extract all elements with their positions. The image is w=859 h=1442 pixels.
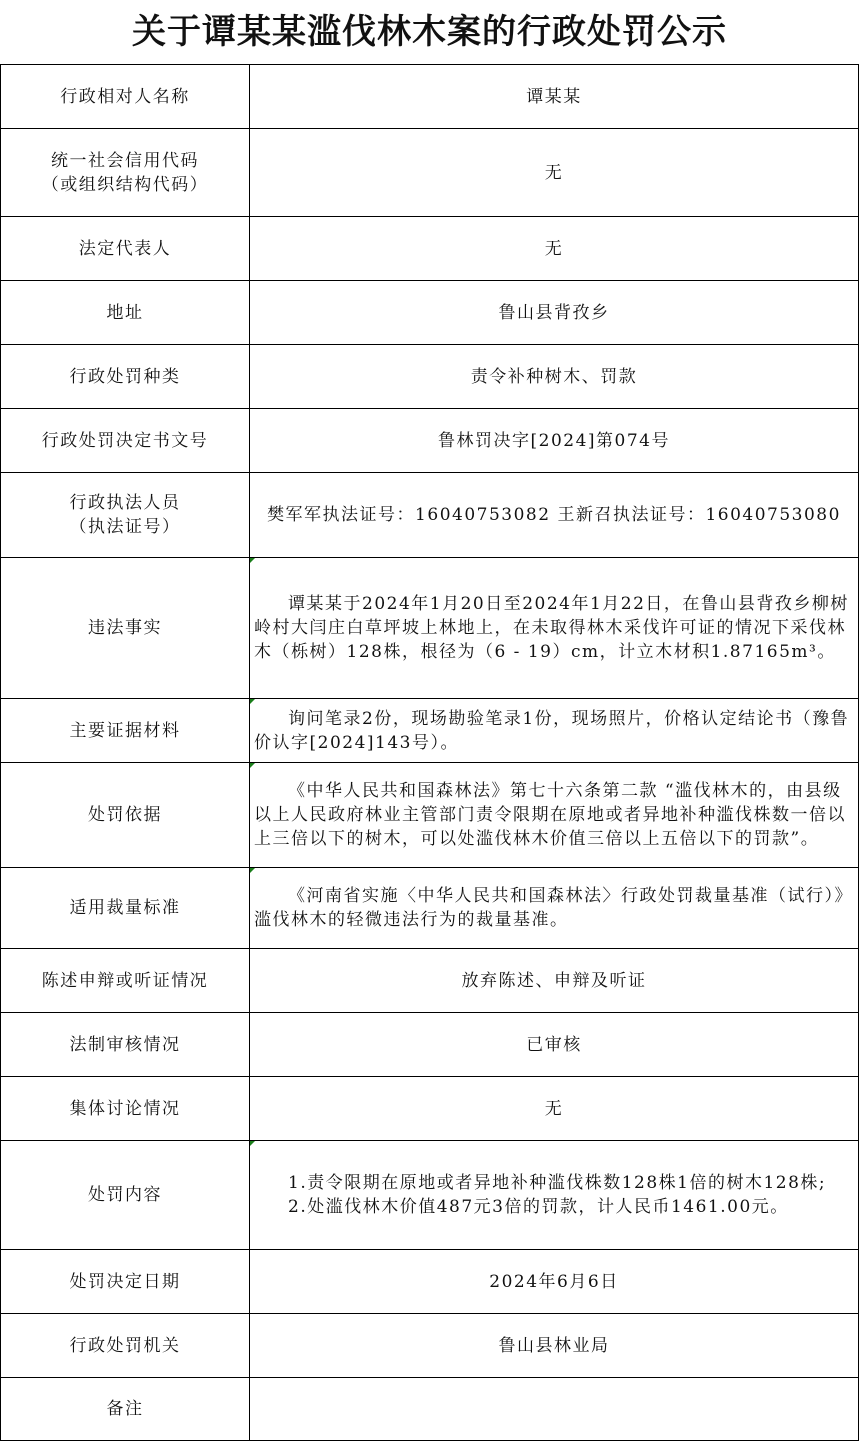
row-label-discretion-standard: 适用裁量标准 (1, 868, 250, 949)
table-row (1, 281, 859, 345)
table-row (1, 699, 859, 763)
row-value-legal-representative: 无 (250, 217, 859, 281)
table-row (1, 217, 859, 281)
row-label-hearing: 陈述申辩或听证情况 (1, 949, 250, 1013)
row-value-collective-discussion: 无 (250, 1077, 859, 1141)
row-label-officers-line2: （执法证号） (69, 517, 181, 537)
row-label-credit-code-line2: （或组织结构代码） (41, 174, 209, 195)
table-row (1, 1141, 859, 1250)
violation-facts-text: 谭某某于2024年1月20日至2024年1月22日，在鲁山县背孜乡柳树岭村大闫庄白草坪坡上林地上，在未取得林木采伐许可证的情况下采伐林木（栎树）128株，根径为（6 - 19）cm，计立木材积1.87165m³。 (254, 594, 849, 662)
page-title: 关于谭某某滥伐林木案的行政处罚公示 (132, 12, 727, 52)
table-row (1, 1013, 859, 1077)
row-value-violation-facts (250, 558, 859, 699)
row-label-evidence: 主要证据材料 (1, 699, 250, 763)
table-row (1, 1077, 859, 1141)
row-label-decision-date: 处罚决定日期 (1, 1250, 250, 1314)
row-value-address: 鲁山县背孜乡 (250, 281, 859, 345)
row-value-officers: 樊军军执法证号：16040753082 王新召执法证号：16040753080 (250, 473, 859, 558)
row-value-penalty-content (250, 1141, 859, 1250)
discretion-standard-text: 《河南省实施〈中华人民共和国森林法〉行政处罚裁量基准（试行）》滥伐林木的轻微违法行为的裁量基准。 (254, 886, 853, 930)
table-row (1, 345, 859, 409)
row-value-credit-code: 无 (250, 129, 859, 217)
row-label-officers-line1: 行政执法人员 (69, 493, 181, 513)
penalty-content-item-2: 2.处滥伐林木价值487元3倍的罚款，计人民币1461.00元。 (288, 1197, 789, 1217)
row-value-party-name: 谭某某 (250, 65, 859, 129)
row-value-discretion-standard (250, 868, 859, 949)
table-row (1, 1314, 859, 1378)
row-label-penalty-type: 行政处罚种类 (1, 345, 250, 409)
cell-corner-marker (250, 1141, 255, 1146)
row-value-authority: 鲁山县林业局 (250, 1314, 859, 1378)
row-value-hearing: 放弃陈述、申辩及听证 (250, 949, 859, 1013)
row-value-decision-date: 2024年6月6日 (250, 1250, 859, 1314)
row-value-remarks (250, 1378, 859, 1441)
row-label-legal-representative: 法定代表人 (1, 217, 250, 281)
row-label-party-name: 行政相对人名称 (1, 65, 250, 129)
cell-corner-marker (250, 868, 255, 873)
row-value-legal-review: 已审核 (250, 1013, 859, 1077)
row-label-penalty-content: 处罚内容 (1, 1141, 250, 1250)
penalty-content-item-1: 1.责令限期在原地或者异地补种滥伐株数128株1倍的树木128株; (288, 1173, 827, 1193)
table-row (1, 65, 859, 129)
table-row (1, 868, 859, 949)
table-row (1, 129, 859, 217)
table-row (1, 473, 859, 558)
row-value-decision-number: 鲁林罚决字[2024]第074号 (250, 409, 859, 473)
row-label-address: 地址 (1, 281, 250, 345)
row-label-legal-review: 法制审核情况 (1, 1013, 250, 1077)
cell-corner-marker (250, 699, 255, 704)
legal-basis-text: 《中华人民共和国森林法》第七十六条第二款 “滥伐林木的，由县级以上人民政府林业主管部门责令限期在原地或者异地补种滥伐株数一倍以上三倍以下的树木，可以处滥伐林木价值三倍以上五倍以下的罚款”。 (254, 781, 846, 849)
row-label-legal-basis: 处罚依据 (1, 763, 250, 868)
row-value-legal-basis (250, 763, 859, 868)
penalty-record-table (0, 64, 859, 1441)
table-row (1, 558, 859, 699)
row-label-credit-code (1, 129, 250, 217)
row-label-collective-discussion: 集体讨论情况 (1, 1077, 250, 1141)
cell-corner-marker (250, 763, 255, 768)
row-label-credit-code-line1: 统一社会信用代码 (51, 150, 199, 171)
cell-corner-marker (250, 558, 255, 563)
table-row (1, 409, 859, 473)
row-label-violation-facts: 违法事实 (1, 558, 250, 699)
row-label-officers (1, 473, 250, 558)
row-label-remarks: 备注 (1, 1378, 250, 1441)
table-row (1, 949, 859, 1013)
table-row (1, 1378, 859, 1441)
table-row (1, 1250, 859, 1314)
table-row (1, 763, 859, 868)
row-label-decision-number: 行政处罚决定书文号 (1, 409, 250, 473)
evidence-text: 询问笔录2份，现场勘验笔录1份，现场照片，价格认定结论书（豫鲁价认字[2024]143号）。 (254, 708, 850, 753)
row-value-penalty-type: 责令补种树木、罚款 (250, 345, 859, 409)
row-label-authority: 行政处罚机关 (1, 1314, 250, 1378)
row-value-evidence (250, 699, 859, 763)
